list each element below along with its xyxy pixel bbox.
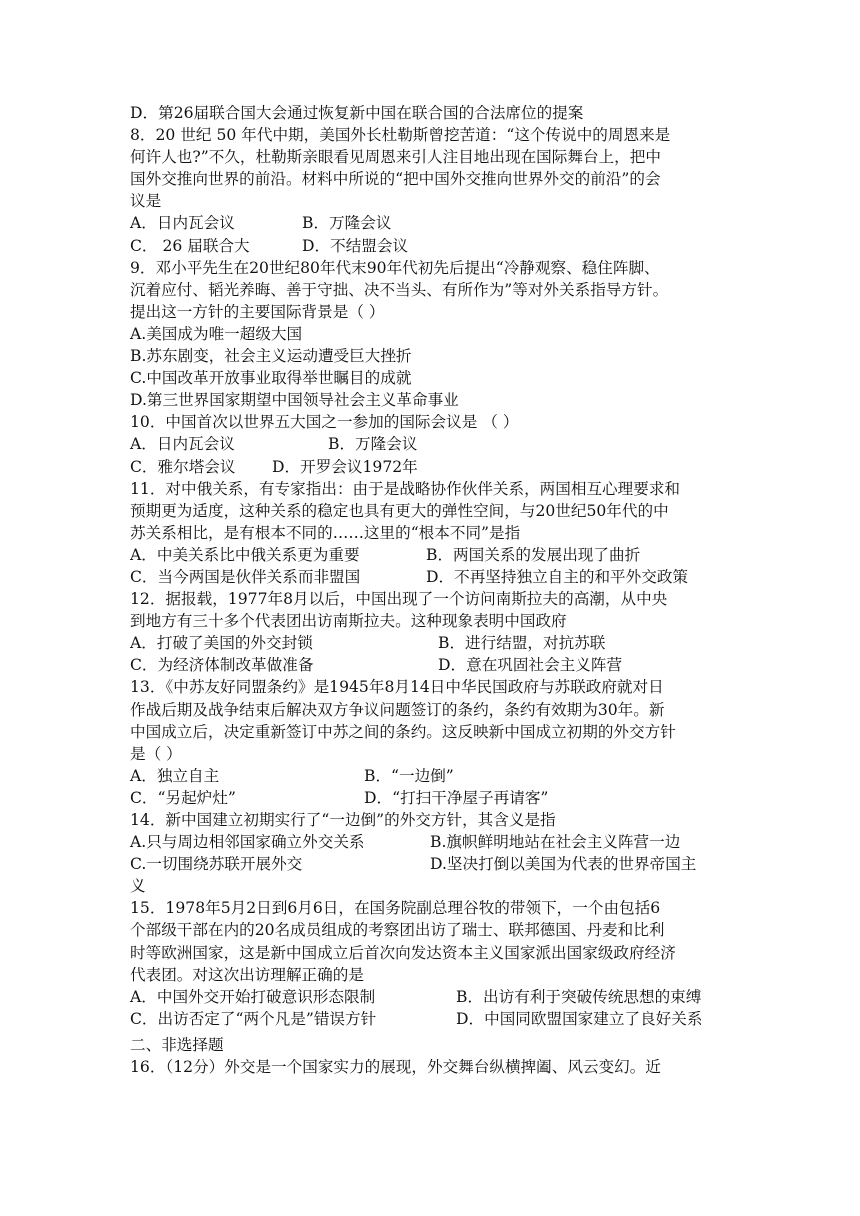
answer-option: B.旗帜鲜明地站在社会主义阵营一边 (430, 833, 681, 852)
answer-option: B．“一边倒” (364, 766, 454, 785)
text-line: 作战后期及战争结束后解决双方争议问题签订的条约，条约有效期为30年。新 (130, 700, 665, 719)
text-line: 义 (130, 877, 146, 896)
answer-option: C．出访否定了“两个凡是”错误方针 (130, 1009, 377, 1028)
answer-option: D．不结盟会议 (302, 236, 409, 255)
answer-option: A．独立自主 (130, 766, 220, 785)
text-line: 议是 (130, 192, 162, 211)
text-line: 10．中国首次以世界五大国之一参加的国际会议是 （ ） (130, 413, 519, 432)
answer-option: A．中国外交开始打破意识形态限制 (130, 987, 376, 1006)
text-line: 14．新中国建立初期实行了“一边倒”的外交方针，其含义是指 (130, 811, 556, 829)
text-line: 是（ ） (130, 744, 182, 763)
answer-option: D.坚决打倒以美国为代表的世界帝国主 (430, 855, 697, 874)
answer-option: B．两国关系的发展出现了曲折 (426, 545, 641, 564)
answer-option: C.一切围绕苏联开展外交 (130, 855, 303, 874)
text-line: B.苏东剧变，社会主义运动遭受巨大挫折 (130, 347, 412, 366)
text-line: 预期更为适度，这种关系的稳定也具有更大的弹性空间，与20世纪50年代的中 (130, 501, 669, 520)
answer-option: D．不再坚持独立自主的和平外交政策 (426, 567, 689, 586)
answer-option: C．雅尔塔会议 (130, 457, 236, 476)
answer-option: D．“打扫干净屋子再请客” (364, 788, 549, 807)
text-line: 中国成立后，决定重新签订中苏之间的条约。这反映新中国成立初期的外交方针 (130, 722, 676, 741)
answer-options-row (130, 654, 730, 676)
text-line: 何许人也?”不久，杜勒斯亲眼看见周恩来引人注目地出现在国际舞台上，把中 (130, 148, 661, 167)
text-line: 15．1978年5月2日到6月6日，在国务院副总理谷牧的带领下，一个由包括6 (130, 899, 661, 918)
answer-options-row (130, 544, 730, 566)
text-line: 个部级干部在内的20名成员组成的考察团出访了瑞士、联邦德国、丹麦和比利 (130, 921, 665, 940)
answer-options-row (130, 831, 730, 853)
text-line: 13．《中苏友好同盟条约》是1945年8月14日中华民国政府与苏联政府就对日 (130, 678, 664, 697)
answer-options-row (130, 212, 730, 234)
answer-option: D．意在巩固社会主义阵营 (438, 656, 623, 675)
answer-option: A.只与周边相邻国家确立外交关系 (130, 833, 365, 852)
text-line: 代表团。对这次出访理解正确的是 (130, 965, 364, 984)
answer-options-row (130, 1008, 730, 1030)
text-line: C.中国改革开放事业取得举世瞩目的成就 (130, 369, 412, 388)
answer-options-row (130, 765, 730, 787)
text-line: 沉着应付、韬光养晦、善于守拙、决不当头、有所作为”等对外关系指导方针。 (130, 280, 669, 299)
answer-options-row (130, 566, 730, 588)
exam-content (130, 102, 730, 1078)
text-line: D．第26届联合国大会通过恢复新中国在联合国的合法席位的提案 (130, 104, 584, 122)
text-line: 16．（12分）外交是一个国家实力的展现，外交舞台纵横捭阖、风云变幻。近 (130, 1058, 661, 1077)
answer-options-row (130, 853, 730, 875)
text-line: 时等欧洲国家，这是新中国成立后首次向发达资本主义国家派出国家级政府经济 (130, 943, 676, 962)
text-line: 到地方有三十多个代表团出访南斯拉夫。这种现象表明中国政府 (130, 612, 567, 631)
answer-option: D．开罗会议1972年 (272, 457, 418, 476)
answer-option: A．日内瓦会议 (130, 214, 235, 233)
answer-option: B．出访有利于突破传统思想的束缚 (456, 987, 702, 1006)
answer-options-row (130, 632, 730, 654)
answer-option: C．当今两国是伙伴关系而非盟国 (130, 567, 361, 586)
answer-options-row (130, 456, 730, 478)
text-line: 提出这一方针的主要国际背景是（ ） (130, 302, 385, 321)
answer-option: C． 26 届联合大 (130, 236, 250, 255)
section-heading: 二、非选择题 (130, 1035, 224, 1054)
answer-option: B．进行结盟，对抗苏联 (438, 634, 606, 653)
answer-options-row (130, 787, 730, 809)
answer-option: B．万隆会议 (302, 214, 392, 233)
answer-options-row (130, 986, 730, 1008)
text-line: 12．据报载，1977年8月以后，中国出现了一个访问南斯拉夫的高潮，从中央 (130, 590, 668, 609)
answer-option: A．日内瓦会议 (130, 435, 235, 454)
text-line: 国外交推向世界的前沿。材料中所说的“把中国外交推向世界外交的前沿”的会 (130, 170, 661, 189)
answer-option: A．打破了美国的外交封锁 (130, 634, 313, 653)
answer-option: A．中美关系比中俄关系更为重要 (130, 545, 360, 564)
answer-options-row (130, 235, 730, 257)
answer-option: B．万隆会议 (328, 435, 418, 454)
answer-options-row (130, 433, 730, 455)
text-line: 9．邓小平先生在20世纪80年代末90年代初先后提出“冷静观察、稳住阵脚、 (130, 258, 660, 277)
answer-option: D．中国同欧盟国家建立了良好关系 (456, 1009, 703, 1028)
text-line: 苏关系相比，是有根本不同的……这里的“根本不同”是指 (130, 523, 521, 542)
answer-option: C．为经济体制改革做准备 (130, 656, 314, 675)
text-line: D.第三世界国家期望中国领导社会主义革命事业 (130, 391, 459, 410)
text-line: A.美国成为唯一超级大国 (130, 324, 303, 343)
text-line: 8．20 世纪 50 年代中期，美国外长杜勒斯曾挖苦道：“这个传说中的周恩来是 (130, 126, 671, 145)
text-line: 11．对中俄关系，有专家指出：由于是战略协作伙伴关系，两国相互心理要求和 (130, 479, 681, 498)
answer-option: C．“另起炉灶” (130, 788, 236, 807)
